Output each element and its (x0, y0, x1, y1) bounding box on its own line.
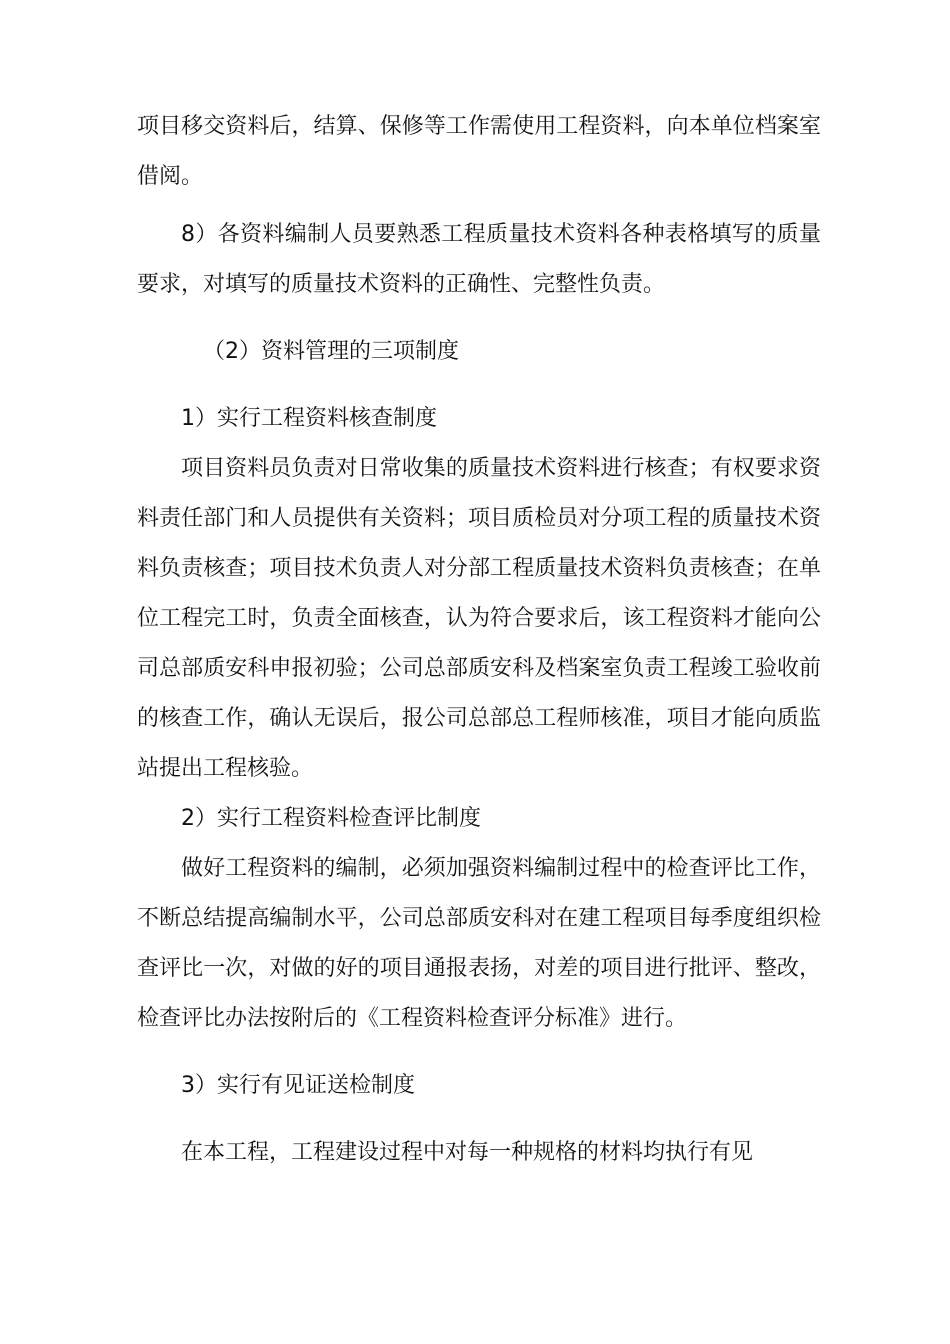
paragraph-witness-testing-system: 在本工程，工程建设过程中对每一种规格的材料均执行有见 (181, 1140, 754, 1165)
subheading-witness-testing-system: 3）实行有见证送检制度 (181, 1073, 415, 1098)
subheading-inspection-system: 2）实行工程资料检查评比制度 (181, 806, 481, 831)
subheading-verification-system: 1）实行工程资料核查制度 (181, 406, 437, 431)
paragraph-verification-system: 项目资料员负责对日常收集的质量技术资料进行核查；有权要求资料责任部门和人员提供有关资料；项目质检员对分项工程的质量技术资料负责核查；项目技术负责人对分部工程质量技术资料负责核查；在单位工程完工时，负责全面核查，认为符合要求后，该工程资料才能向公司总部质安科申报初验；公司总部质安科及档案室负责工程竣工验收前的核查工作，确认无误后，报公司总部总工程师核准，项目才能向质监站提出工程核验。 (137, 456, 821, 781)
document-body (137, 102, 821, 1178)
paragraph-item-8: 8）各资料编制人员要熟悉工程质量技术资料各种表格填写的质量要求，对填写的质量技术资料的正确性、完整性负责。 (137, 222, 821, 297)
paragraph-inspection-system: 做好工程资料的编制，必须加强资料编制过程中的检查评比工作，不断总结提高编制水平，公司总部质安科对在建工程项目每季度组织检查评比一次，对做的好的项目通报表扬，对差的项目进行批评、整改，检查评比办法按附后的《工程资料检查评分标准》进行。 (137, 856, 821, 1031)
paragraph-archive-borrowing: 项目移交资料后，结算、保修等工作需使用工程资料，向本单位档案室借阅。 (137, 114, 821, 189)
section-heading-three-systems: （2）资料管理的三项制度 (203, 339, 459, 364)
